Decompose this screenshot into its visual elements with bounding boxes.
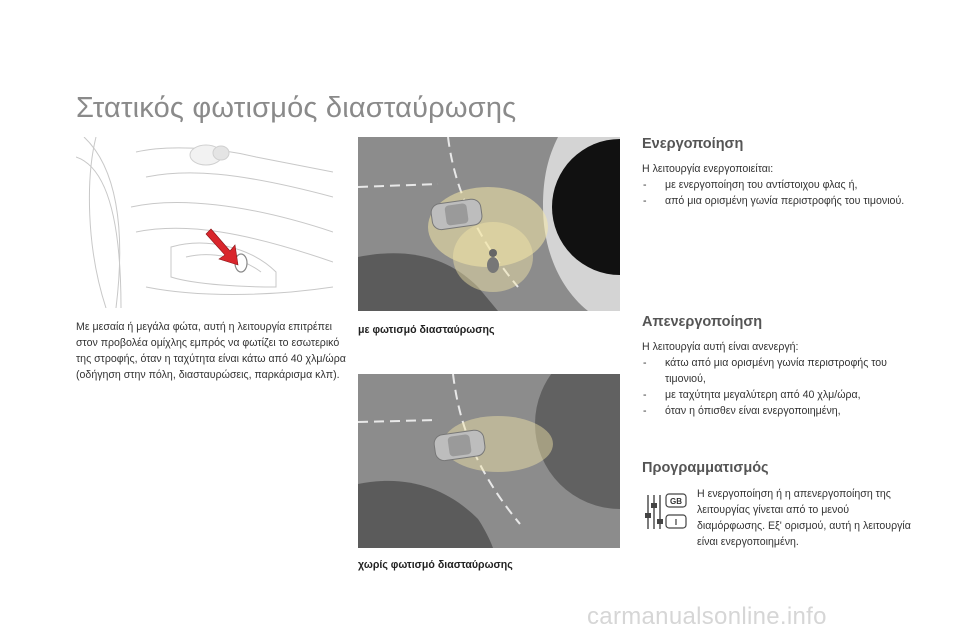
list-item: - από μια ορισμένη γωνία περιστροφής του τιμονιού. <box>643 195 905 207</box>
caption-without: χωρίς φωτισμό διασταύρωσης <box>358 559 513 571</box>
activation-heading: Ενεργοποίηση <box>642 136 744 152</box>
programming-heading: Προγραμματισμός <box>642 460 769 476</box>
intro-text: Με μεσαία ή μεγάλα φώτα, αυτή η λειτουργία επιτρέπει στον προβολέα ομίχλης εμπρός να φωτίζει το εσωτερικό της στροφής, όταν η ταχύτητα είναι κάτω από 40 χλμ/ώρα (οδήγηση στην πόλη, διασταυρώσεις, παρκάρισμα κλπ). <box>76 321 346 381</box>
watermark: carmanualsonline.info <box>587 603 827 630</box>
fog-lamp-illustration <box>76 137 333 308</box>
settings-menu-icon <box>642 493 688 531</box>
scene-with-cornering-light <box>358 137 620 311</box>
activation-list <box>642 177 912 209</box>
caption-with: με φωτισμό διασταύρωσης <box>358 324 495 336</box>
list-item: - κάτω από μια ορισμένη γωνία περιστροφής του τιμονιού, <box>643 357 887 385</box>
activation-lead: Η λειτουργία ενεργοποιείται: <box>642 163 774 175</box>
programming-text: Η ενεργοποίηση ή η απενεργοποίηση της λειτουργίας γίνεται από το μενού διαμόρφωσης. Εξ' ορισμού, αυτή η λειτουργία είναι ενεργοποιημένη. <box>697 488 911 548</box>
programming-section <box>642 460 912 485</box>
badge-gb: GB <box>670 497 682 506</box>
page-title: Στατικός φωτισμός διασταύρωσης <box>76 92 517 124</box>
deactivation-section <box>642 314 912 419</box>
deactivation-heading: Απενεργοποίηση <box>642 314 763 330</box>
list-item: - με ενεργοποίηση του αντίστοιχου φλας ή, <box>643 179 858 191</box>
list-item: - όταν η όπισθεν είναι ενεργοποιημένη, <box>643 405 841 417</box>
activation-section <box>642 136 912 209</box>
deactivation-lead: Η λειτουργία αυτή είναι ανενεργή: <box>642 341 799 353</box>
scene-without-cornering-light <box>358 374 620 548</box>
deactivation-list <box>642 355 912 419</box>
list-item: - με ταχύτητα μεγαλύτερη από 40 χλμ/ώρα, <box>643 389 861 401</box>
badge-i: I <box>674 518 678 527</box>
